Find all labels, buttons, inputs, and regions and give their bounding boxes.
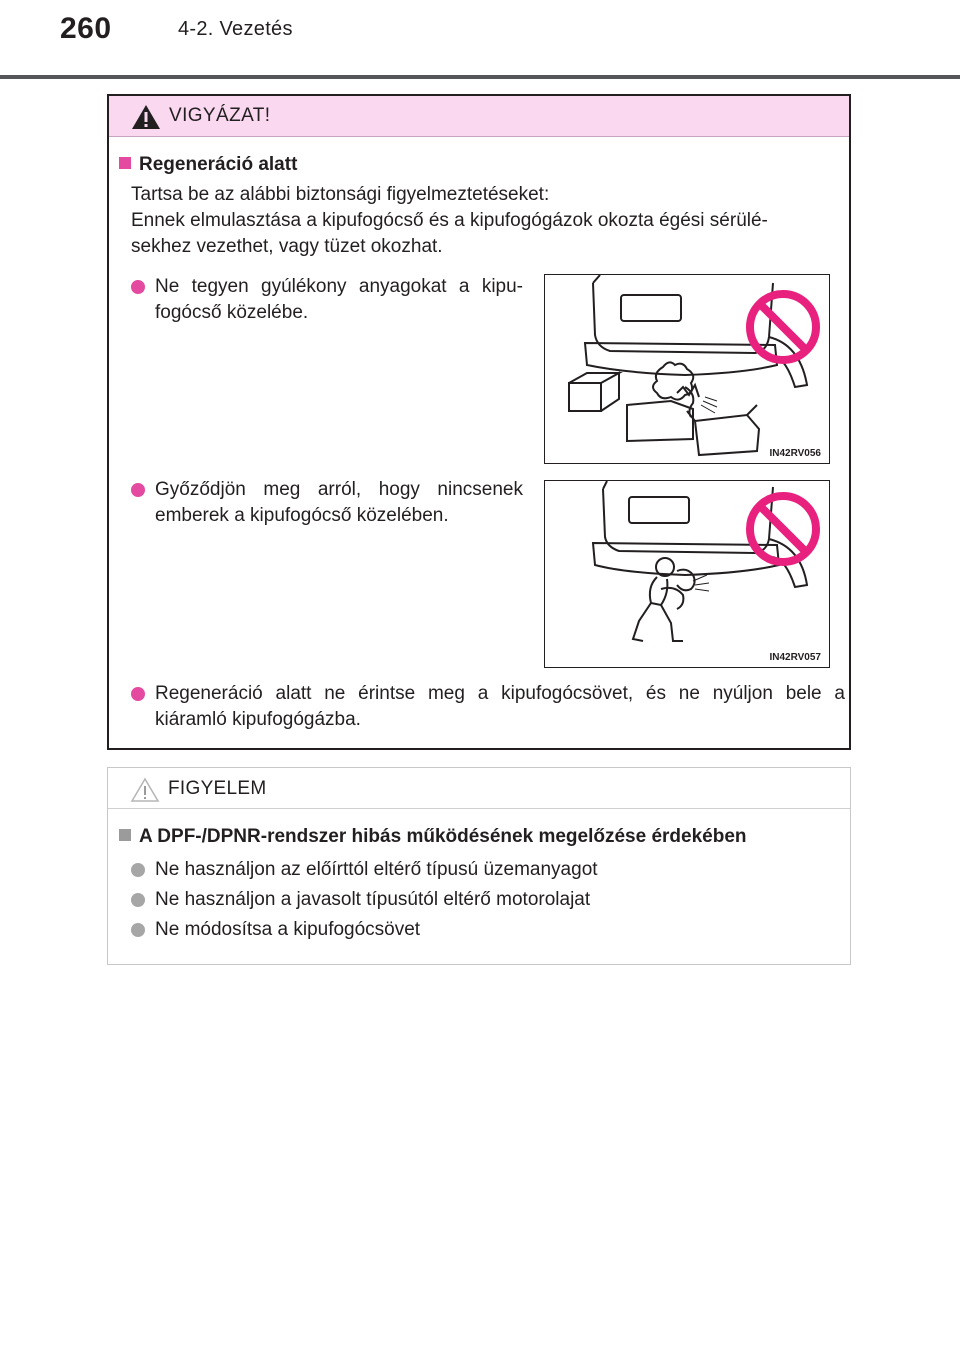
bullet-dot-icon bbox=[131, 687, 145, 701]
page-number: 260 bbox=[60, 12, 112, 45]
figure-code: IN42RV057 bbox=[769, 652, 821, 663]
bullet-line: Ne módosítsa a kipufogócsövet bbox=[155, 919, 421, 940]
warning-triangle-icon bbox=[131, 104, 161, 130]
bullet-dot-icon bbox=[131, 280, 145, 294]
bullet-dot-icon bbox=[131, 483, 145, 497]
prohibition-icon bbox=[745, 289, 821, 365]
notice-heading-text: A DPF-/DPNR-rendszer hibás működésének megelőzése érdekében bbox=[139, 826, 747, 847]
notice-bullet bbox=[131, 917, 831, 943]
warning-title: VIGYÁZAT! bbox=[169, 105, 271, 126]
notice-bullet bbox=[131, 887, 831, 913]
section-square-icon bbox=[119, 829, 131, 841]
warning-bullet bbox=[131, 477, 523, 529]
header-rule bbox=[0, 75, 960, 79]
bullet-line: Ne tegyen gyúlékony anyagokat a kipu- bbox=[155, 276, 523, 297]
section-title: 4-2. Vezetés bbox=[178, 18, 293, 40]
bullet-line: Ne használjon az előírttól eltérő típusú üzemanyagot bbox=[155, 859, 598, 880]
bullet-line: fogócső közelébe. bbox=[155, 302, 309, 323]
section-square-icon bbox=[119, 157, 131, 169]
bullet-line: kiáramló kipufogógázba. bbox=[155, 709, 361, 730]
bullet-line: Győződjön meg arról, hogy nincsenek bbox=[155, 479, 523, 500]
intro-line: Ennek elmulasztása a kipufogócső és a kipufogógázok okozta égési sérülé- bbox=[131, 210, 768, 231]
notice-heading bbox=[119, 826, 747, 848]
notice-bullet bbox=[131, 857, 831, 883]
bullet-dot-icon bbox=[131, 863, 145, 877]
bullet-line: emberek a kipufogócső közelében. bbox=[155, 505, 449, 526]
warning-intro bbox=[131, 182, 846, 260]
bullet-dot-icon bbox=[131, 923, 145, 937]
warning-heading-text: Regeneráció alatt bbox=[139, 154, 298, 175]
caution-triangle-icon bbox=[130, 777, 160, 803]
intro-line: Tartsa be az alábbi biztonsági figyelmeztetéseket: bbox=[131, 184, 550, 205]
bullet-line: Regeneráció alatt ne érintse meg a kipufogócsövet, és ne nyúljon bele a bbox=[155, 683, 845, 704]
warning-box bbox=[107, 94, 851, 750]
warning-header bbox=[109, 96, 849, 137]
warning-bullet bbox=[131, 274, 523, 326]
notice-box bbox=[107, 767, 851, 965]
prohibition-icon bbox=[745, 491, 821, 567]
bullet-dot-icon bbox=[131, 893, 145, 907]
illustration-person-near-exhaust bbox=[544, 480, 830, 668]
warning-heading bbox=[119, 154, 297, 176]
bullet-line: Ne használjon a javasolt típusútól eltérő motorolajat bbox=[155, 889, 591, 910]
illustration-flammable-materials bbox=[544, 274, 830, 464]
notice-title: FIGYELEM bbox=[168, 778, 267, 799]
notice-header bbox=[108, 768, 850, 809]
intro-line: sekhez vezethet, vagy tüzet okozhat. bbox=[131, 236, 443, 257]
warning-bullet bbox=[131, 681, 845, 733]
figure-code: IN42RV056 bbox=[769, 448, 821, 459]
